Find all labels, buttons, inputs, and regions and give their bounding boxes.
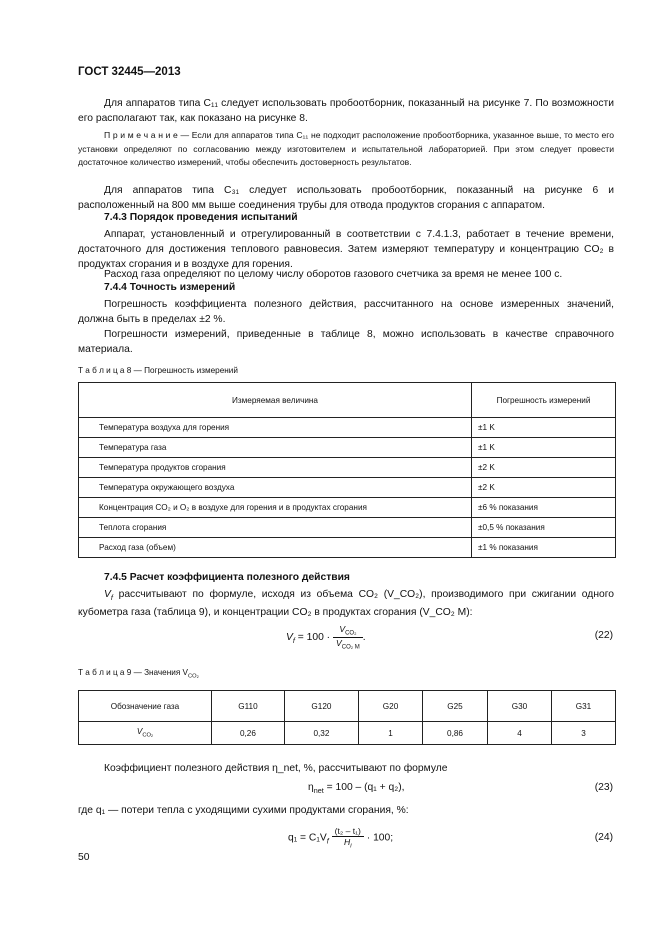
table-header-row: [79, 691, 616, 722]
section-heading-7-4-5: 7.4.5 Расчет коэффициента полезного действия: [104, 572, 350, 583]
equation-23-number: (23): [594, 782, 613, 793]
eq22-fraction: [333, 624, 363, 650]
table-cell: ±2 K: [472, 478, 616, 498]
paragraph-q1: где q₁ — потери тепла с уходящими сухими продуктами сгорания, %:: [78, 805, 409, 816]
table-cell: ±0,5 % показания: [472, 518, 616, 538]
table-cell: Температура газа: [79, 438, 472, 458]
eq22-den: V: [335, 637, 342, 648]
paragraph-c11: Для аппаратов типа C₁₁ следует использовать пробоотборник, показанный на рисунке 7. По возможности его располагают так, как показано на рисунке 8.: [78, 98, 614, 124]
table-cell: [79, 722, 212, 745]
table-header-cell: Погрешность измерений: [472, 383, 616, 418]
note: [78, 129, 614, 170]
eq24-lhs: q₁ = C₁V: [288, 832, 327, 844]
table-header-cell: Обозначение газа: [79, 691, 212, 722]
table-row: [79, 518, 616, 538]
table-cell: ±6 % показания: [472, 498, 616, 518]
note-label: П р и м е ч а н и е —: [104, 130, 190, 140]
table-cell: Расход газа (объем): [79, 538, 472, 558]
table-cell: ±1 K: [472, 438, 616, 458]
table-row: [79, 498, 616, 518]
table-row: [79, 458, 616, 478]
table-cell: 0,32: [284, 722, 358, 745]
paragraph-table8-ref: Погрешности измерений, приведенные в таблице 8, можно использовать в качестве справочного материала.: [78, 329, 614, 355]
page-number: 50: [78, 852, 90, 863]
table-cell: 4: [488, 722, 552, 745]
table9: [78, 690, 616, 745]
table-cell: 1: [359, 722, 423, 745]
table-cell: Температура продуктов сгорания: [79, 458, 472, 478]
paragraph-c31: Для аппаратов типа C₃₁ следует использовать пробоотборник, показанный на рисунке 6 и расположенный на 800 мм выше соединения трубы для отвода продуктов сгорания с аппаратом.: [78, 185, 614, 211]
table9-caption-sub: CO₂: [188, 673, 199, 680]
eq22-num-sub: CO₂: [345, 630, 357, 637]
table-row: [79, 438, 616, 458]
table-cell: 3: [551, 722, 615, 745]
table8: [78, 382, 616, 558]
eq23-eta: η: [308, 782, 314, 793]
eq24-den: H: [343, 837, 351, 847]
vf-text: рассчитывают по формуле, исходя из объема CO₂ (V_CO₂), производимого при сжигании одного кубометра газа (таблица 9), и концентрации CO₂ в продуктах сгорания (V_CO₂ M):: [78, 589, 614, 619]
table9-row-label-sub: CO₂: [142, 732, 154, 739]
table-row: [79, 538, 616, 558]
table-header-cell: Измеряемая величина: [79, 383, 472, 418]
eq23-rhs: = 100 – (q₁ + q₂),: [326, 782, 405, 793]
paragraph-test-procedure: Аппарат, установленный и отрегулированный в соответствии с 7.4.1.3, работает в течение времени, достаточного для достижения теплового равновесия. Затем измеряют температуру и концентрацию CO₂ в продуктах сгорания и в воздухе для горения.: [78, 229, 614, 270]
table9-row-label: V: [136, 727, 143, 737]
table-cell: Температура воздуха для горения: [79, 418, 472, 438]
equation-24-number: (24): [594, 832, 613, 843]
eq24-num: (t₂ – t₁): [332, 826, 364, 837]
table9-caption-text: — Значения V: [133, 668, 188, 677]
table8-caption: [78, 366, 238, 375]
document-header: ГОСТ 32445—2013: [78, 66, 181, 78]
table-cell: ±1 K: [472, 418, 616, 438]
table-row: [79, 478, 616, 498]
table-cell: 0,26: [212, 722, 285, 745]
equation-24: $q_1 = C_1V_f$ $\frac{\text{(t₂ – t₁)}}{H_i}$ · 100;: [288, 826, 394, 850]
eq22-lhs: V: [286, 631, 293, 643]
table-header-cell: G30: [488, 691, 552, 722]
table-header-row: [79, 383, 616, 418]
equation-22: $V_f = 100$ · $\frac{V_{CO_2}}{V_{CO_2 M}}$ .: [286, 624, 366, 651]
table-header-cell: G20: [359, 691, 423, 722]
table8-caption-text: — Погрешность измерений: [133, 366, 238, 375]
equation-22-number: (22): [594, 630, 613, 641]
eq24-tail: · 100;: [366, 832, 394, 844]
table-cell: ±2 K: [472, 458, 616, 478]
paragraph-efficiency: Коэффициент полезного действия η_net, %, рассчитывают по формуле: [104, 763, 448, 774]
table-cell: 0,86: [423, 722, 488, 745]
section-heading-7-4-4: 7.4.4 Точность измерений: [104, 282, 236, 293]
table-cell: ±1 % показания: [472, 538, 616, 558]
paragraph-vf-definition: $V_f$ рассчитывают по формуле, исходя из объема CO₂ (V_CO₂), производимого при сжигании одного кубометра газа (таблица 9), и концентрации CO₂ в продуктах сгорания (V_CO₂ M):: [78, 589, 614, 619]
table-cell: Теплота сгорания: [79, 518, 472, 538]
eq22-num: V: [339, 624, 346, 634]
table-row: [79, 418, 616, 438]
table-header-cell: G110: [212, 691, 285, 722]
eq22-den-sub: CO₂ M: [341, 644, 360, 651]
table-row: [79, 722, 616, 745]
equation-23: $\eta_{net} = 100 - (q_1 + q_2)$,: [308, 782, 405, 796]
table-header-cell: G25: [423, 691, 488, 722]
table8-caption-label: Т а б л и ц а 8: [78, 366, 132, 375]
vf-symbol: V: [104, 589, 111, 600]
table-header-cell: G31: [551, 691, 615, 722]
section-heading-7-4-3: 7.4.3 Порядок проведения испытаний: [104, 212, 298, 223]
eq22-coef: = 100 ·: [297, 631, 331, 643]
paragraph-gas-flow: Расход газа определяют по целому числу оборотов газового счетчика за время не менее 100 с.: [104, 269, 563, 280]
table9-caption: [78, 668, 199, 680]
eq24-fraction: $\frac{\text{(t₂ – t₁)}}{H_i}$: [332, 826, 364, 850]
table-header-cell: G120: [284, 691, 358, 722]
table9-caption-label: Т а б л и ц а 9: [78, 668, 132, 677]
note-text: Если для аппаратов типа C₁₁ не подходит расположение пробоотборника, указанное выше, то место его установки определяют по согласованию между изготовителем и испытательной лабораторией. При этом следует провести достаточное количество измерений, чтобы обеспечить достоверность результатов.: [78, 130, 615, 167]
table-cell: Температура окружающего воздуха: [79, 478, 472, 498]
table-cell: Концентрация CO₂ и O₂ в воздухе для горения и в продуктах сгорания: [79, 498, 472, 518]
paragraph-accuracy: Погрешность коэффициента полезного действия, рассчитанного на основе измеренных значений, должна быть в пределах ±2 %.: [78, 299, 614, 325]
